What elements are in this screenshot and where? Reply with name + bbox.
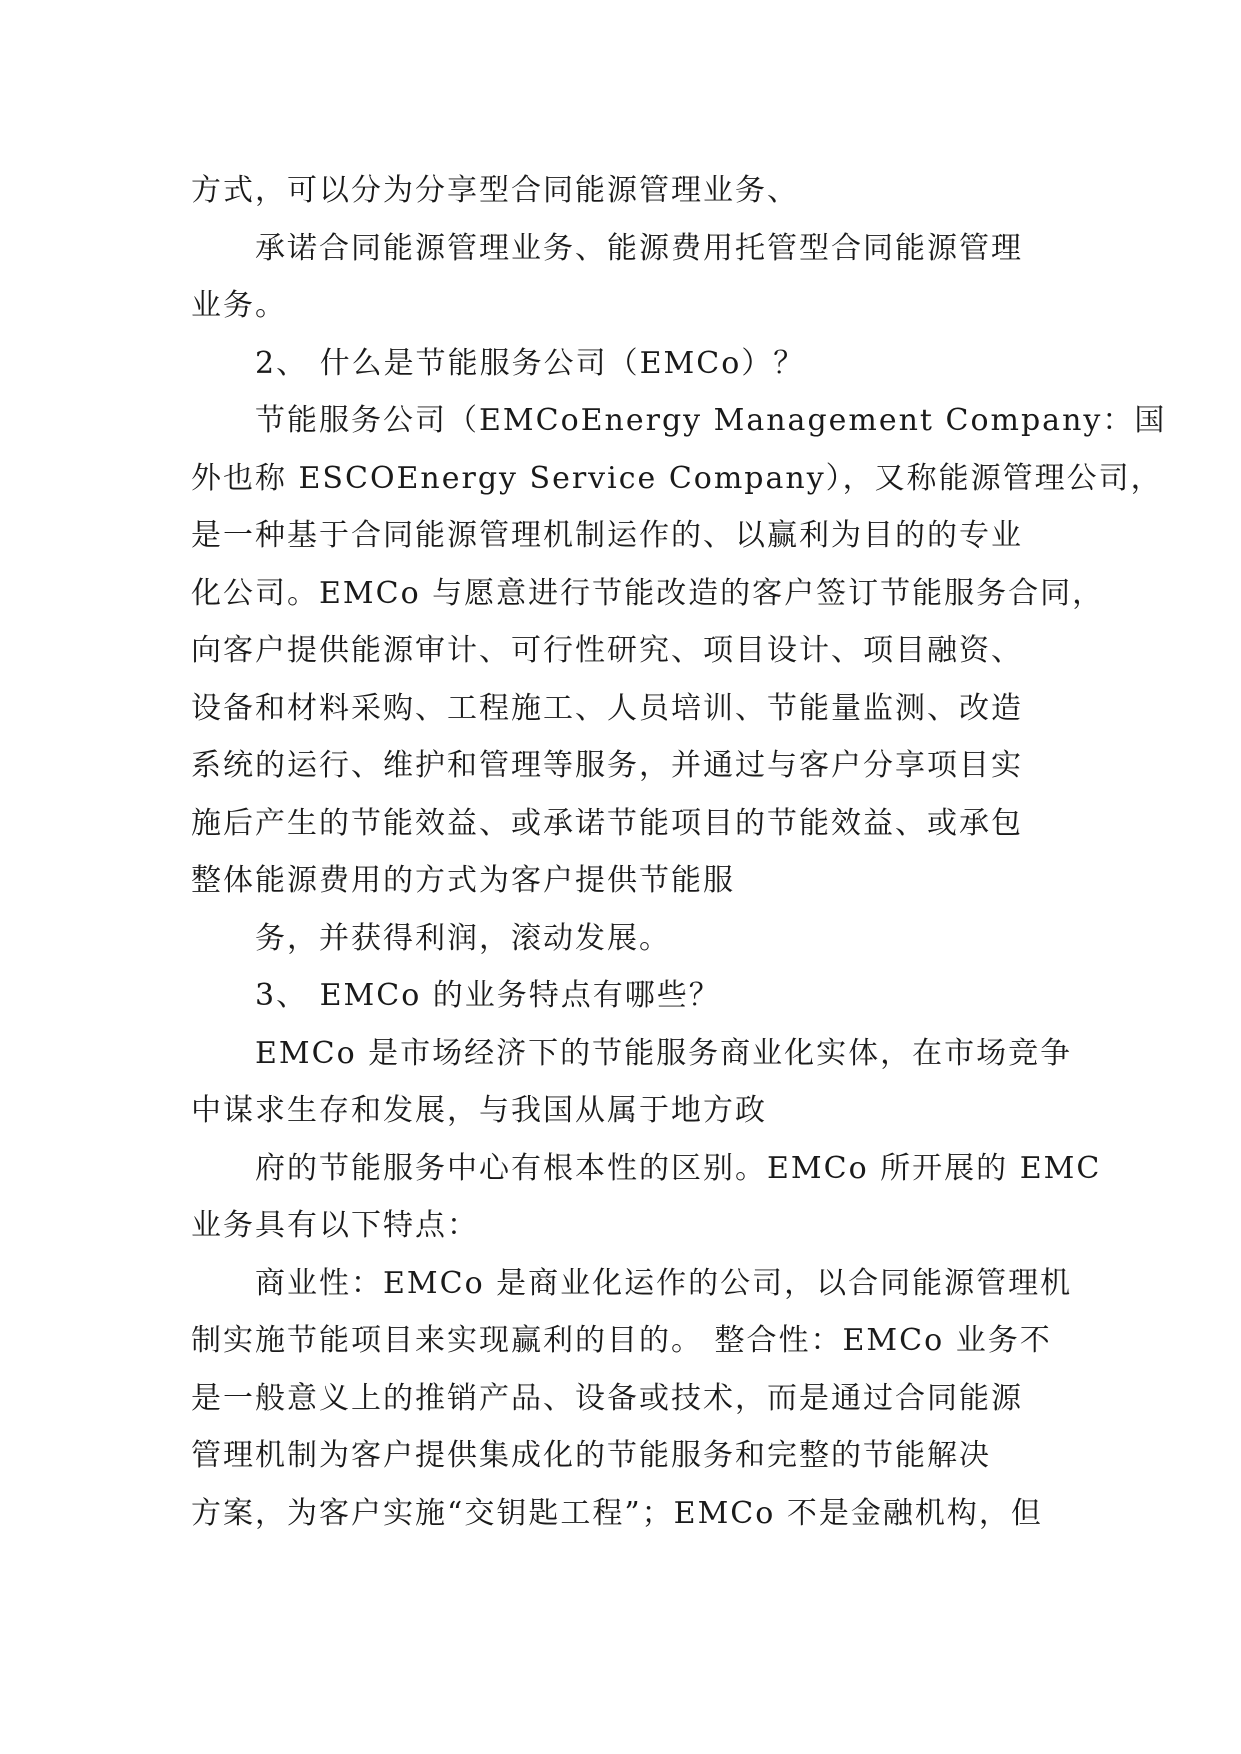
text-line: 府的节能服务中心有根本性的区别。EMCo 所开展的 EMC [255,1150,1102,1186]
text-line: 2、 什么是节能服务公司（EMCo）？ [255,345,806,381]
text-line: 3、 EMCo 的业务特点有哪些？ [255,978,721,1013]
text-line: 方式，可以分为分享型合同能源管理业务、 [191,173,799,208]
text-line: 制实施节能项目来实现赢利的目的。 整合性：EMCo 业务不 [191,1323,1052,1358]
text-line: 商业性：EMCo 是商业化运作的公司，以合同能源管理机 [255,1265,1073,1301]
text-line: 管理机制为客户提供集成化的节能服务和完整的节能解决 [191,1438,991,1473]
text-line: 是一种基于合同能源管理机制运作的、以赢利为目的的专业 [191,518,1023,553]
text-line: 系统的运行、维护和管理等服务，并通过与客户分享项目实 [191,748,1023,783]
document-body [191,162,1167,1542]
text-line: 务，并获得利润，滚动发展。 [255,920,671,956]
text-line: 设备和材料采购、工程施工、人员培训、节能量监测、改造 [191,690,1023,726]
text-line: 外也称 ESCOEnergy Service Company），又称能源管理公司， [191,460,1163,496]
text-line: 方案，为客户实施“交钥匙工程”；EMCo 不是金融机构，但 [191,1495,1043,1531]
text-line: 承诺合同能源管理业务、能源费用托管型合同能源管理 [255,230,1023,266]
text-line: 施后产生的节能效益、或承诺节能项目的节能效益、或承包 [191,805,1023,841]
text-line: 化公司。EMCo 与愿意进行节能改造的客户签订节能服务合同， [191,575,1105,611]
text-line: 向客户提供能源审计、可行性研究、项目设计、项目融资、 [191,633,1023,668]
text-line: 业务。 [191,288,287,323]
text-line: 业务具有以下特点： [191,1208,479,1243]
text-line: 是一般意义上的推销产品、设备或技术，而是通过合同能源 [191,1380,1023,1416]
text-line: 节能服务公司（EMCoEnergy Management Company：国 [255,403,1167,438]
text-line: EMCo 是市场经济下的节能服务商业化实体，在市场竞争 [255,1035,1073,1071]
text-line: 整体能源费用的方式为客户提供节能服 [191,863,735,898]
text-line: 中谋求生存和发展，与我国从属于地方政 [191,1093,767,1128]
